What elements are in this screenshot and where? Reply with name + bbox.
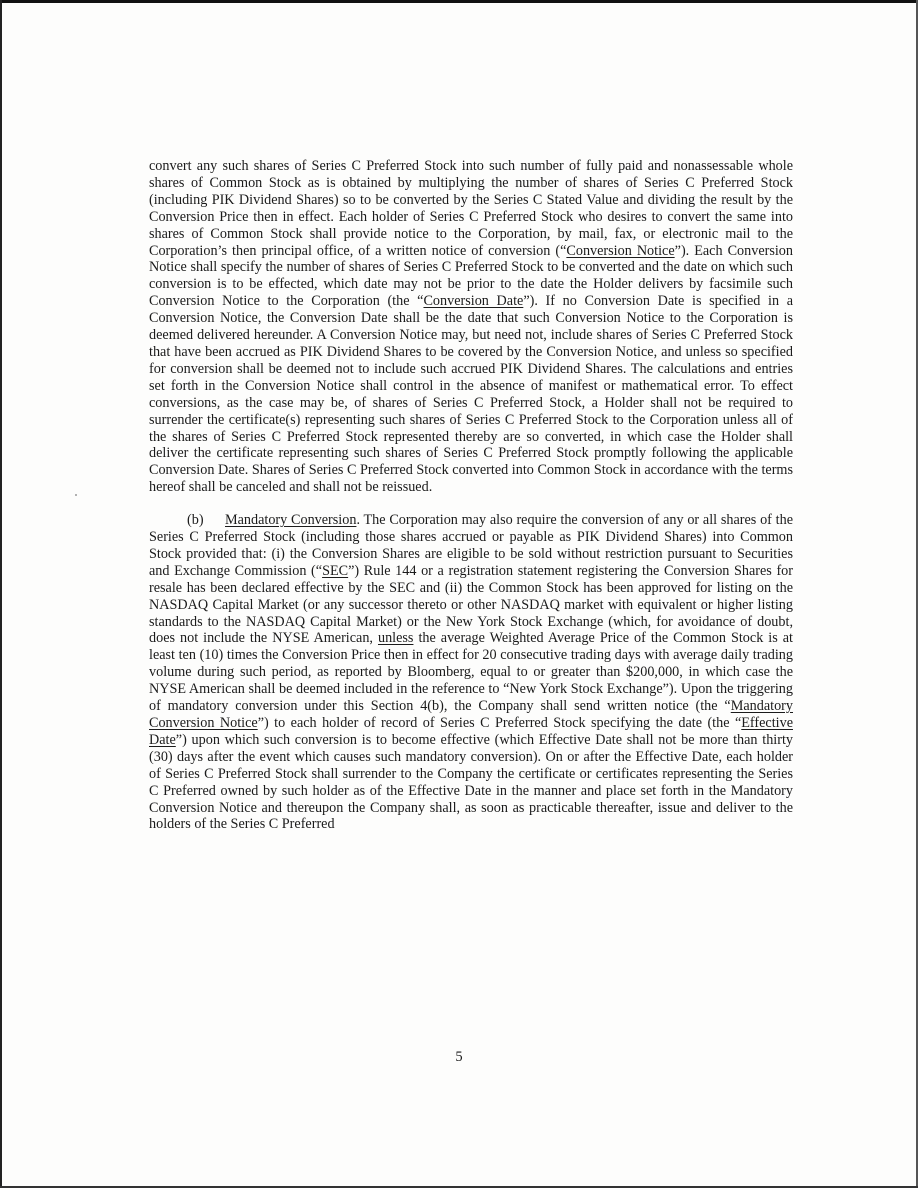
effective-date-term: Effective Date bbox=[149, 715, 793, 748]
mandatory-text-1: . The Corporation may also require the conversion of any or all shares of the Series C Preferred Stock (including those shares accrued or payable as PIK Dividend Shares) into Common Stock provided that: (i) the Conversion Shares are eligible to be sold without restriction pursuant to Securities and Exchange Commission (“ bbox=[149, 512, 793, 579]
sec-term: SEC bbox=[322, 562, 349, 579]
mandatory-conversion-heading: Mandatory Conversion bbox=[225, 512, 357, 529]
mandatory-conversion-paragraph bbox=[149, 512, 793, 833]
conversion-date-term: Conversion Date bbox=[423, 293, 524, 310]
conversion-text-remainder: ”). If no Conversion Date is specified in a Conversion Notice, the Conversion Date shall be the date that such Conversion Notice to the Corporation is deemed delivered hereunder. A Conversion Notice may, but need not, include shares of Series C Preferred Stock that have been accrued as PIK Dividend Shares to be covered by the Conversion Notice, and unless so specified for conversion shall be deemed not to include such accrued PIK Dividend Shares. The calculations and entries set forth in the Conversion Notice shall control in the absence of manifest or mathematical error. To effect conversions, as the case may be, of shares of Series C Preferred Stock, a Holder shall not be required to surrender the certificate(s) representing such shares of Series C Preferred Stock to the Corporation unless all of the shares of Series C Preferred Stock represented thereby are so converted, in which case the Holder shall deliver the certificate representing such shares of Series C Preferred Stock promptly following the applicable Conversion Date. Shares of Series C Preferred Stock converted into Common Stock in accordance with the terms hereof shall be canceled and shall not be reissued. bbox=[149, 293, 793, 496]
scan-border-left bbox=[0, 0, 2, 1188]
mandatory-text-2: ”) Rule 144 or a registration statement registering the Conversion Shares for resale has been declared effective by the SEC and (ii) the Common Stock has been approved for listing on the NASDAQ Capital Market (or any successor thereto or other NASDAQ market with equivalent or higher listing standards to the NASDAQ Capital Market) or the New York Stock Exchange (which, for avoidance of doubt, does not include the NYSE American, bbox=[149, 562, 794, 647]
conversion-paragraph bbox=[149, 158, 793, 496]
page-number: 5 bbox=[455, 1049, 463, 1065]
scan-speck bbox=[75, 494, 77, 496]
conversion-notice-term: Conversion Notice bbox=[566, 242, 675, 259]
document-body bbox=[149, 158, 793, 833]
conversion-text-middle: ”). Each Conversion Notice shall specify the number of shares of Series C Preferred Stock to be converted and the date on which such conversion is to be effected, which date may not be prior to the date the Holder delivers by facsimile such Conversion Notice to the Corporation (the “ bbox=[149, 242, 793, 310]
mandatory-text-3: the average Weighted Average Price of the Common Stock is at least ten (10) times the Conversion Price then in effect for 20 consecutive trading days with average daily trading volume during such period, as reported by Bloomberg, equal to or greater than $200,000, in which case the NYSE American shall be deemed included in the reference to “New York Stock Exchange”). Upon the triggering of mandatory conversion under this Section 4(b), the Company shall send written notice (the “ bbox=[149, 630, 793, 715]
item-label-b: (b) bbox=[187, 512, 204, 529]
mandatory-text-4: ”) to each holder of record of Series C Preferred Stock specifying the date (the “ bbox=[257, 715, 742, 731]
unless-term: unless bbox=[377, 630, 414, 647]
conversion-text-intro: convert any such shares of Series C Preferred Stock into such number of fully paid and nonassessable whole shares of Common Stock as is obtained by multiplying the number of shares of Series C Preferred Stock (including PIK Dividend Shares) so to be converted by the Series C Stated Value and dividing the result by the Conversion Price then in effect. Each holder of Series C Preferred Stock who desires to convert the same into shares of Common Stock shall provide notice to the Corporation, by mail, fax, or electronic mail to the Corporation’s then principal office, of a written notice of conversion (“ bbox=[149, 158, 793, 259]
scan-border-top bbox=[0, 0, 918, 3]
mandatory-conversion-notice-term: Mandatory Conversion Notice bbox=[149, 698, 793, 731]
mandatory-text-5: ”) upon which such conversion is to become effective (which Effective Date shall not be more than thirty (30) days after the event which causes such mandatory conversion). On or after the Effective Date, each holder of Series C Preferred Stock shall surrender to the Company the certificate or certificates representing the Series C Preferred owned by such holder as of the Effective Date in the manner and place set forth in the Mandatory Conversion Notice and thereupon the Company shall, as soon as practicable thereafter, issue and deliver to the holders of the Series C Preferred bbox=[149, 731, 793, 833]
